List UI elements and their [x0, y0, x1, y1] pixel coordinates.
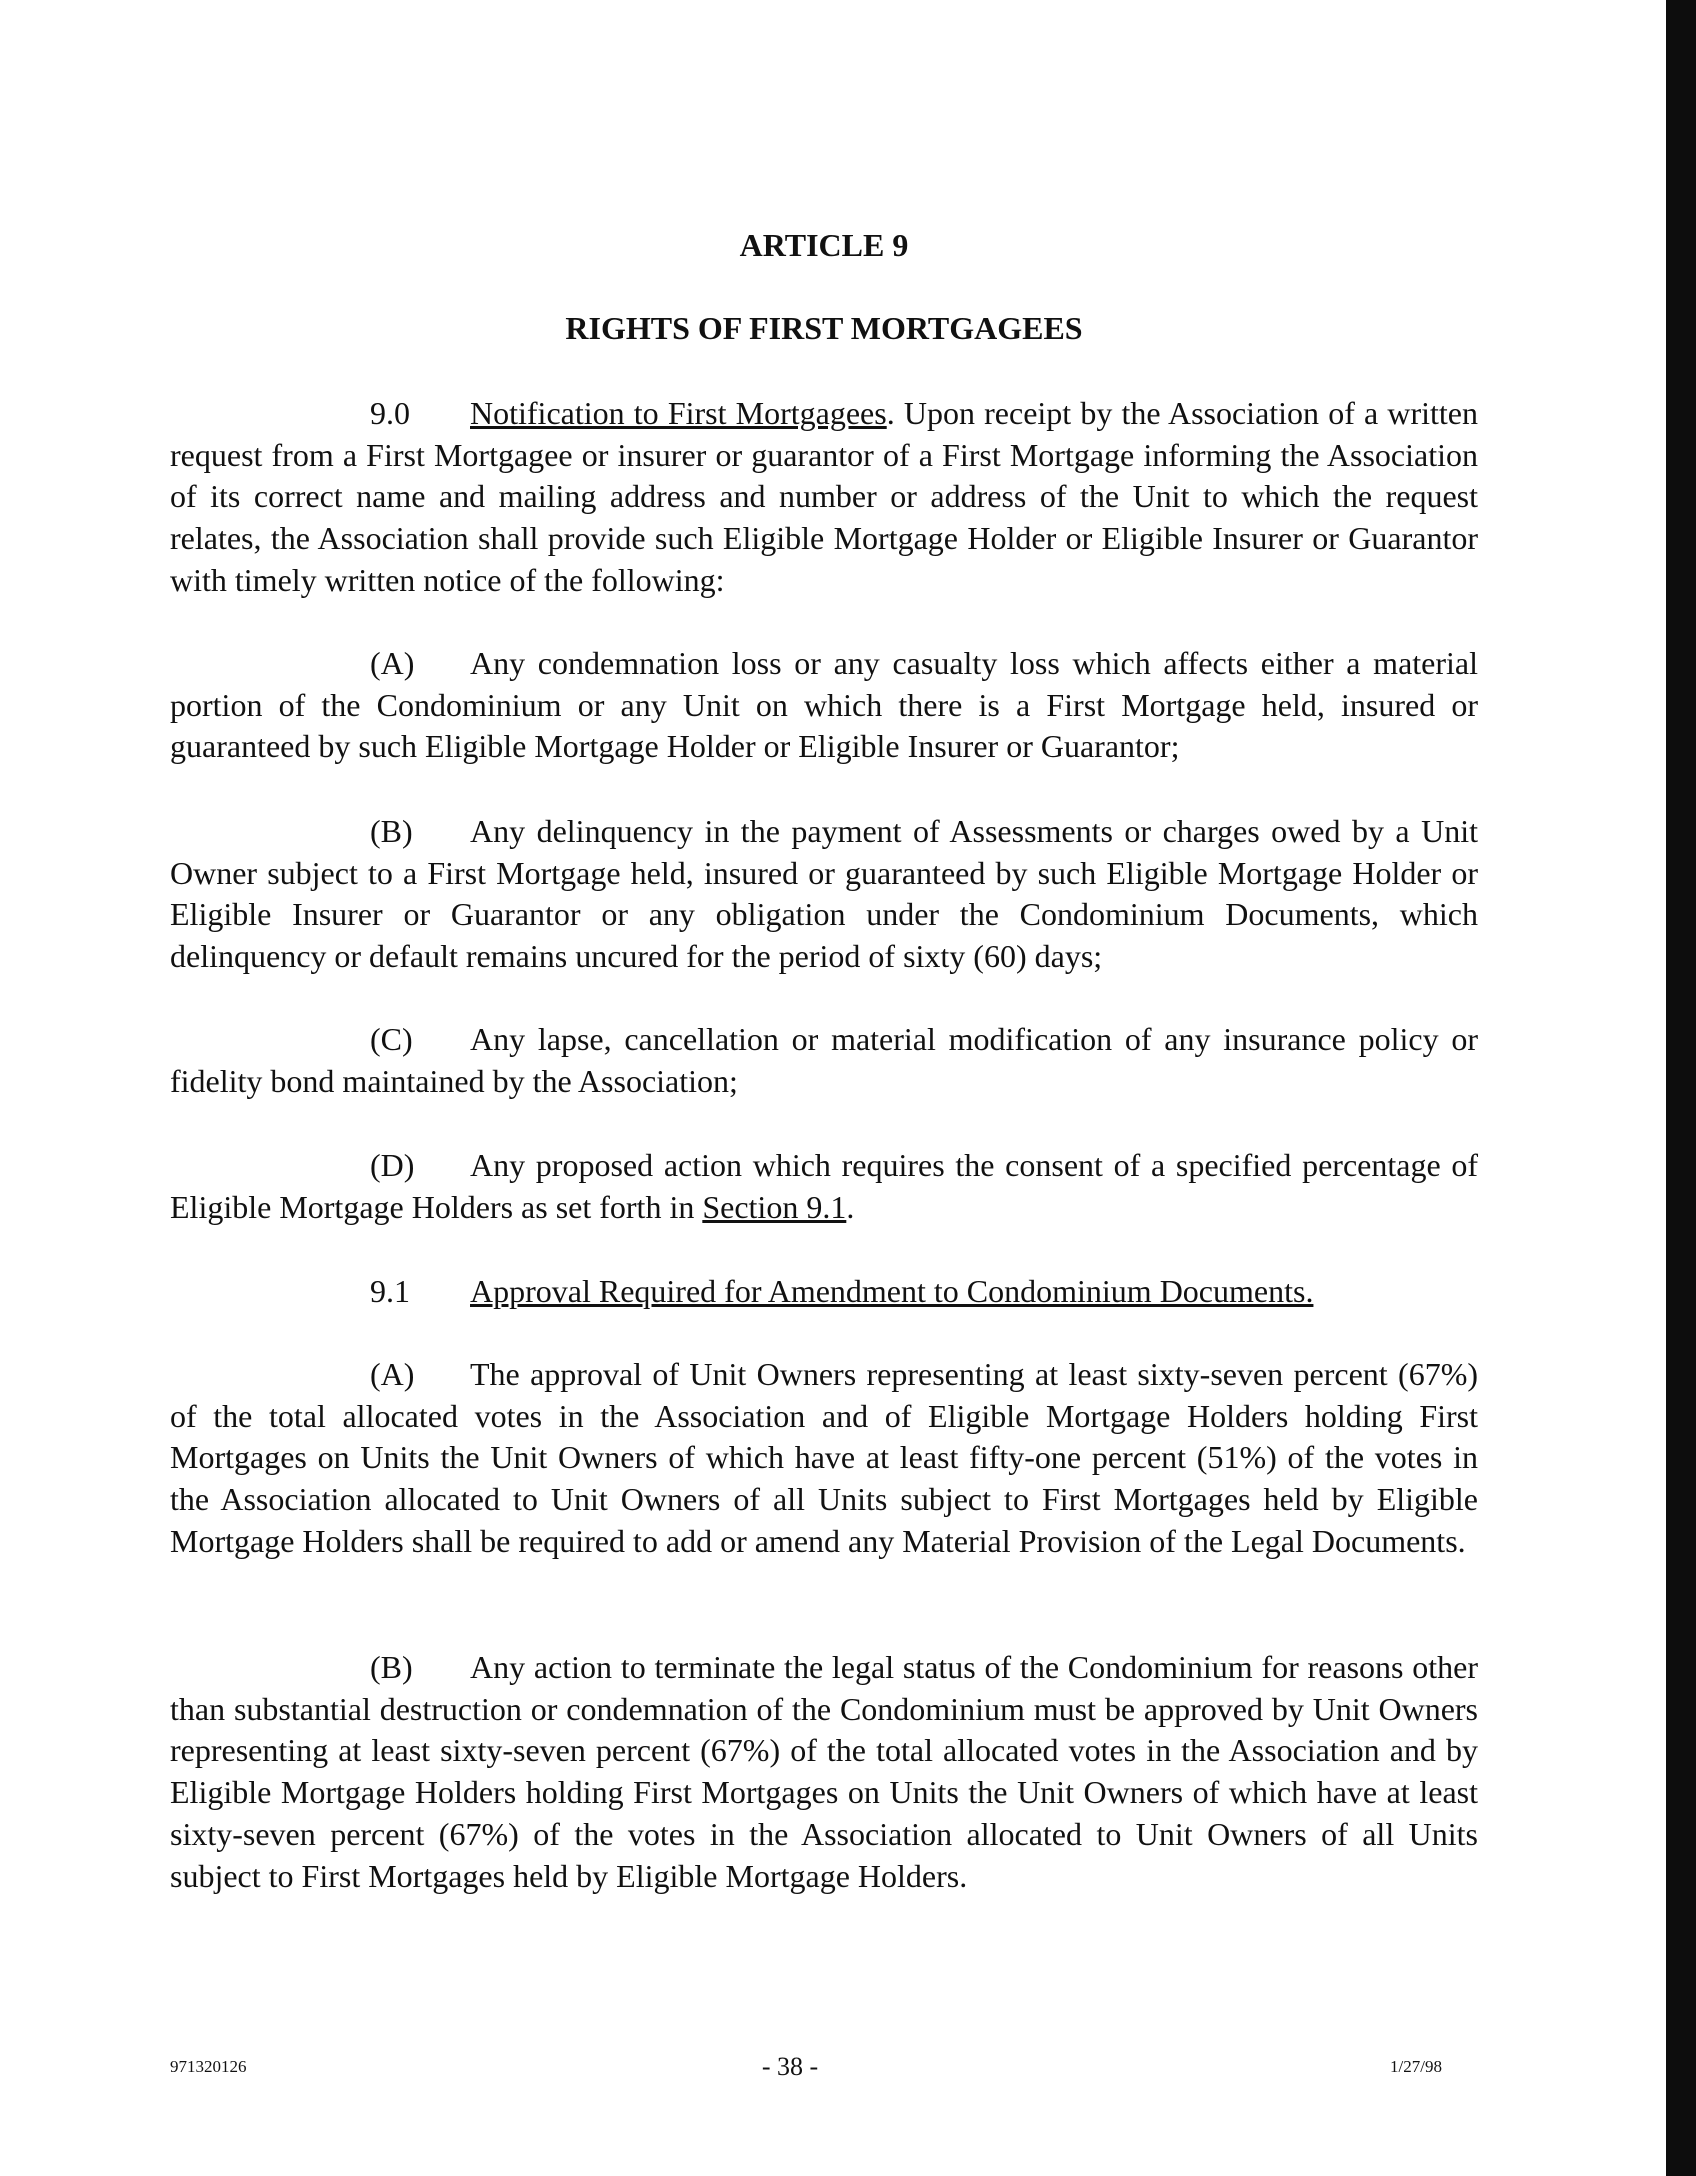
item-label: (D) — [370, 1147, 415, 1183]
item-label: (C) — [370, 1021, 413, 1057]
footer-doc-number: 971320126 — [170, 2057, 247, 2076]
section-reference-link: Section 9.1 — [702, 1188, 847, 1225]
item-text: Any action to terminate the legal status of the Condominium for reasons other than substantial destruction or condemnation of the Condominium must be approved by Unit Owners representing at least sixty-seven percent (67%) of the total allocated votes in the Association and by Eligible Mortgage Holders holding First Mortgages on Units the Unit Owners of which have at least sixty-seven percent (67%) of the votes in the Association allocated to Unit Owners of all Units subject to First Mortgages held by Eligible Mortgage Holders. — [170, 1649, 1478, 1894]
section-9-1-item-b — [170, 1647, 1478, 1897]
section-9-0-item-c — [170, 1019, 1478, 1102]
item-label: (B) — [370, 813, 413, 849]
section-number: 9.0 — [370, 395, 410, 431]
section-9-1-heading — [170, 1271, 1478, 1313]
section-heading: Notification to First Mortgagees — [470, 395, 887, 431]
section-9-1-item-a — [170, 1354, 1478, 1563]
section-9-0-item-a — [170, 643, 1478, 768]
section-body: . Upon receipt by the Association of a written request from a First Mortgagee or insurer or guarantor of a First Mortgage informing the Association of its correct name and mailing address and number or address of the Unit to which the request relates, the Association shall provide such Eligible Mortgage Holder or Eligible Insurer or Guarantor with timely written notice of the following: — [170, 395, 1479, 598]
item-label: (A) — [370, 1356, 415, 1392]
scan-edge-bar — [1666, 0, 1696, 2176]
item-text: The approval of Unit Owners representing at least sixty-seven percent (67%) of the total allocated votes in the Association and of Eligible Mortgage Holders holding First Mortgages on Units the Unit Owners of which have at least fifty-one percent (51%) of the votes in the Association allocated to Unit Owners of all Units subject to First Mortgages held by Eligible Mortgage Holders shall be required to add or amend any Material Provision of the Legal Documents. — [170, 1356, 1478, 1559]
article-subtitle: RIGHTS OF FIRST MORTGAGEES — [565, 310, 1083, 346]
section-9-0-item-d — [170, 1145, 1478, 1228]
item-text: Any delinquency in the payment of Assessments or charges owed by a Unit Owner subject to a First Mortgage held, insured or guaranteed by such Eligible Mortgage Holder or Eligible Insurer or Guarantor or any obligation under the Condominium Documents, which delinquency or default remains uncured for the period of sixty (60) days; — [170, 813, 1478, 975]
document-page — [170, 0, 1478, 2176]
section-9-0-item-b — [170, 811, 1478, 978]
article-title: ARTICLE 9 — [739, 227, 909, 263]
item-text-end: . — [846, 1188, 855, 1225]
section-9-0-paragraph — [170, 393, 1478, 602]
item-label: (A) — [370, 645, 415, 681]
item-text: Any condemnation loss or any casualty loss which affects either a material portion of the Condominium or any Unit on which there is a First Mortgage held, insured or guaranteed by such Eligible Mortgage Holder or Eligible Insurer or Guarantor; — [170, 645, 1478, 765]
item-text: Any proposed action which requires the consent of a specified percentage of Eligible Mortgage Holders as set forth in — [170, 1147, 1478, 1225]
footer-date: 1/27/98 — [1390, 2057, 1442, 2076]
item-text: Any lapse, cancellation or material modification of any insurance policy or fidelity bond maintained by the Association; — [170, 1021, 1478, 1099]
footer-page-number: - 38 - — [761, 2052, 819, 2081]
item-label: (B) — [370, 1649, 413, 1685]
section-number: 9.1 — [370, 1273, 410, 1309]
section-heading: Approval Required for Amendment to Condominium Documents. — [470, 1273, 1314, 1309]
